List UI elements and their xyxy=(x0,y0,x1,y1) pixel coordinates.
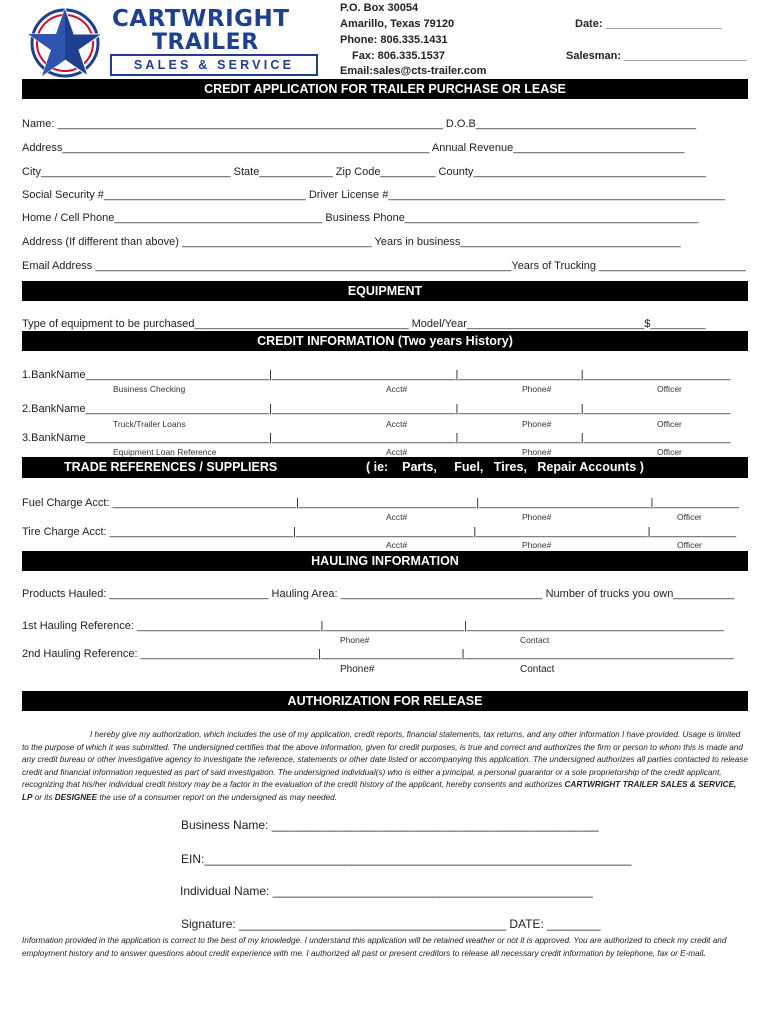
tire-acct: Acct# xyxy=(386,540,408,550)
logo-line2: TRAILER xyxy=(152,30,259,55)
hauling-ref1-phone: Phone# xyxy=(340,635,370,645)
bank3-phone: Phone# xyxy=(522,447,552,457)
logo-star-icon xyxy=(22,6,108,80)
bank1-line[interactable]: 1.BankName______________________________|______________________________|____________________|________________________ xyxy=(22,369,731,381)
products-hauled-field[interactable]: Products Hauled: __________________________ Hauling Area: _________________________________ Number of trucks you own__________ xyxy=(22,588,735,600)
auth-designee: DESIGNEE xyxy=(54,792,98,802)
po-box: P.O. Box 30054 xyxy=(340,2,419,14)
footer-period: . xyxy=(703,949,706,958)
auth-text-end: the use of a consumer report on the undersigned as may needed. xyxy=(97,792,337,802)
company-fax: Fax: 806.335.1537 xyxy=(352,50,445,62)
bank1-sub: Business Checking xyxy=(113,384,186,394)
ssn-license-field[interactable]: Social Security #_________________________________ Driver License #_______________________________________________________ xyxy=(22,189,725,201)
credit-info-heading: CREDIT INFORMATION (Two years History) xyxy=(22,331,748,351)
hauling-ref1-line[interactable]: 1st Hauling Reference: ______________________________|_______________________|__________________________________________ xyxy=(22,620,724,632)
equipment-type-field[interactable]: Type of equipment to be purchased___________________________________ Model/Year_____________________________$_________ xyxy=(22,318,706,330)
individual-name-field[interactable]: Individual Name: ________________________________________________ xyxy=(180,884,594,898)
phone-field[interactable]: Home / Cell Phone__________________________________ Business Phone________________________________________________ xyxy=(22,212,699,224)
authorization-paragraph xyxy=(22,729,748,805)
logo-line3: SALES & SERVICE xyxy=(110,54,318,76)
tire-phone: Phone# xyxy=(522,540,552,550)
bank1-acct: Acct# xyxy=(386,384,408,394)
bank3-officer: Officer xyxy=(657,447,682,457)
fuel-phone: Phone# xyxy=(522,512,552,522)
company-email: Email:sales@cts-trailer.com xyxy=(340,65,487,77)
trade-refs-title: TRADE REFERENCES / SUPPLIERS xyxy=(64,460,278,474)
trade-refs-examples: ( ie: Parts, Fuel, Tires, Repair Accounts ) xyxy=(366,460,644,474)
tire-charge-line[interactable]: Tire Charge Acct: ______________________________|_____________________________|____________________________|______________ xyxy=(22,526,737,538)
ein-field[interactable]: EIN:________________________________________________________________ xyxy=(181,852,632,866)
logo-line1: CARTWRIGHT xyxy=(112,6,290,32)
date-field[interactable]: Date: ___________________ xyxy=(575,18,722,30)
equipment-heading: EQUIPMENT xyxy=(22,281,748,301)
alt-address-field[interactable]: Address (If different than above) _______________________________ Years in business____________________________________ xyxy=(22,236,681,248)
salesman-field[interactable]: Salesman: ____________________ xyxy=(566,50,747,62)
bank1-officer: Officer xyxy=(657,384,682,394)
footer-statement xyxy=(22,934,748,960)
business-name-field[interactable]: Business Name: _________________________________________________ xyxy=(181,818,599,832)
bank3-acct: Acct# xyxy=(386,447,408,457)
company-phone: Phone: 806.335.1431 xyxy=(340,34,448,46)
hauling-ref1-contact: Contact xyxy=(520,635,550,645)
bank2-officer: Officer xyxy=(657,419,682,429)
city-state: Amarillo, Texas 79120 xyxy=(340,18,455,30)
auth-text-or: or its xyxy=(32,792,55,802)
fuel-acct: Acct# xyxy=(386,512,408,522)
signature-field[interactable]: Signature: ________________________________________ DATE: ________ xyxy=(181,917,601,931)
auth-company-name: CARTWRIGHT TRAILER SALES & SERVICE, LP xyxy=(22,780,737,802)
auth-text-lead: I hereby give my authorization, which includes the use of my application, credit reports, financial statements, tax returns, and any other information I have provided. Usage is limited to the purpose of which it was submitted. The undersigned certifies that the above information, given for credit purposes, is true and correct and authorizes the firm or person to whom this is made and any credit bureau or other investigative agency to investigate the reference, statements or other date listed or accompanying this application. The undersigned authorizes all parties contacted to release credit and financial information requested as part of said investigation. The undersigned individual(s) who is either a principal, a personal guarantor or a sole proprietorship of the credit applicant, recognizing that his/her individual credit history may be a factor in the evaluation of the credit history of the applicant, hereby consents and authorizes xyxy=(22,730,748,790)
email-field[interactable]: Email Address ____________________________________________________________________Years of Trucking ________________________ xyxy=(22,260,746,272)
authorization-heading: AUTHORIZATION FOR RELEASE xyxy=(22,691,748,711)
hauling-ref2-phone: Phone# xyxy=(340,664,375,675)
fuel-charge-line[interactable]: Fuel Charge Acct: ______________________________|_____________________________|____________________________|______________ xyxy=(22,497,739,509)
footer-text: Information provided in the application is correct to the best of my knowledge. I understand this application will be retained weather or not it is approved. You are authorized to check my credit and employment history and to answer questions about credit experience with me. I authorized all past or present creditors to release all necessary credit information by telephone, fax or E-mail xyxy=(22,936,727,958)
credit-application-heading: CREDIT APPLICATION FOR TRAILER PURCHASE OR LEASE xyxy=(22,79,748,99)
bank3-line[interactable]: 3.BankName______________________________|______________________________|____________________|________________________ xyxy=(22,432,731,444)
hauling-ref2-line[interactable]: 2nd Hauling Reference: _____________________________|_______________________|____________________________________________ xyxy=(22,648,734,660)
name-field[interactable]: Name: _______________________________________________________________ D.O.B____________________________________ xyxy=(22,118,697,130)
fuel-officer: Officer xyxy=(677,512,702,522)
city-state-zip-field[interactable]: City_______________________________ State____________ Zip Code_________ County______________________________________ xyxy=(22,166,706,178)
bank2-phone: Phone# xyxy=(522,419,552,429)
bank1-phone: Phone# xyxy=(522,384,552,394)
hauling-heading: HAULING INFORMATION xyxy=(22,551,748,571)
hauling-ref2-contact: Contact xyxy=(520,664,555,675)
address-field[interactable]: Address____________________________________________________________ Annual Revenue____________________________ xyxy=(22,142,685,154)
tire-officer: Officer xyxy=(677,540,702,550)
bank2-sub: Truck/Trailer Loans xyxy=(113,419,186,429)
bank2-acct: Acct# xyxy=(386,419,408,429)
bank2-line[interactable]: 2.BankName______________________________|______________________________|____________________|________________________ xyxy=(22,403,731,415)
trade-references-heading xyxy=(22,457,748,478)
bank3-sub: Equipment Loan Reference xyxy=(113,447,217,457)
